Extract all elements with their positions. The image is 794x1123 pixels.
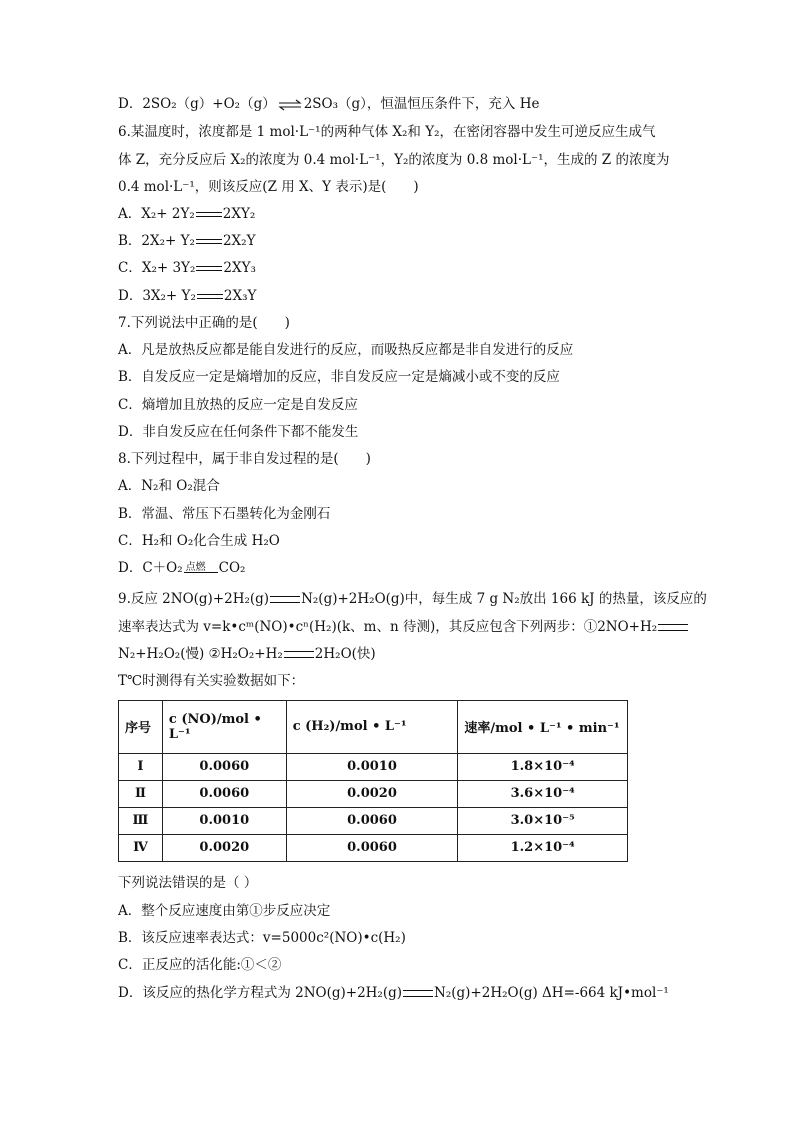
table-cell: 0.0060	[162, 753, 286, 780]
q6-stem-line1: 6.某温度时，浓度都是 1 mol·L⁻¹的两种气体 X₂和 Y₂，在密闭容器中发生可逆反应生成气	[118, 124, 656, 140]
q7-stem: 7.下列说法中正确的是( )	[118, 315, 290, 331]
table-header-cell: c (H₂)/mol • L⁻¹	[286, 701, 458, 754]
table-cell: 0.0010	[286, 753, 458, 780]
table-cell: 0.0020	[162, 834, 286, 861]
q6-stem-line2: 体 Z，充分反应后 X₂的浓度为 0.4 mol·L⁻¹，Y₂的浓度为 0.8 mol·L⁻¹，生成的 Z 的浓度为	[118, 152, 670, 168]
table-header-row	[119, 701, 628, 754]
table-header-cell: c (NO)/mol • L⁻¹	[162, 701, 286, 754]
table-cell: 0.0060	[162, 780, 286, 807]
table-cell: 0.0060	[286, 807, 458, 834]
table-row	[119, 780, 628, 807]
q6-option-d: D．3X₂+ Y₂ 2X₃Y	[118, 288, 257, 304]
q5-option-d: D．2SO₂（g）+O₂（g） 2SO₃（g），恒温恒压条件下，充入 He	[118, 96, 540, 112]
table-row	[119, 807, 628, 834]
q9-table-intro: T℃时测得有关实验数据如下：	[118, 673, 305, 689]
table-cell: Ⅲ	[119, 807, 163, 834]
table-cell: Ⅳ	[119, 834, 163, 861]
table-row	[119, 834, 628, 861]
equilibrium-sign-icon	[196, 209, 222, 221]
q7-option-c: C．熵增加且放热的反应一定是自发反应	[118, 397, 358, 413]
q7-option-d: D．非自发反应在任何条件下都不能发生	[118, 424, 359, 440]
q8-option-b: B．常温、常压下石墨转化为金刚石	[118, 506, 331, 522]
q8-stem: 8.下列过程中，属于非自发过程的是( )	[118, 451, 371, 467]
table-cell: Ⅰ	[119, 753, 163, 780]
table-cell: 0.0010	[162, 807, 286, 834]
q8-option-c: C．H₂和 O₂化合生成 H₂O	[118, 533, 280, 549]
q9-question-stem: 下列说法错误的是（ ）	[118, 875, 258, 891]
table-cell: 1.8×10⁻⁴	[458, 753, 628, 780]
equals-sign-icon	[403, 990, 433, 997]
table-cell: 3.6×10⁻⁴	[458, 780, 628, 807]
equals-sign-icon	[658, 624, 688, 631]
reversible-arrow-icon	[278, 99, 302, 111]
equilibrium-sign-icon	[197, 291, 223, 303]
q9-stem-line1: 9.反应 2NO(g)+2H₂(g) N₂(g)+2H₂O(g)中，每生成 7 g N₂放出 166 kJ 的热量，该反应的	[118, 591, 707, 607]
table-header-cell: 序号	[119, 701, 163, 754]
q9-option-b: B．该反应速率表达式：v=5000c²(NO)•c(H₂)	[118, 930, 406, 946]
q7-option-a: A．凡是放热反应都是能自发进行的反应，而吸热反应都是非自发进行的反应	[118, 342, 574, 358]
table-row	[119, 753, 628, 780]
q6-option-b: B．2X₂+ Y₂ 2X₂Y	[118, 233, 256, 249]
equilibrium-sign-icon	[196, 236, 222, 248]
q9-option-d: D．该反应的热化学方程式为 2NO(g)+2H₂(g) N₂(g)+2H₂O(g) ΔH=-664 kJ•mol⁻¹	[118, 985, 669, 1001]
q8-option-a: A．N₂和 O₂混合	[118, 478, 220, 494]
table-cell: Ⅱ	[119, 780, 163, 807]
q9-option-a: A．整个反应速度由第①步反应决定	[118, 903, 331, 919]
q6-stem-line3: 0.4 mol·L⁻¹，则该反应(Z 用 X、Y 表示)是( )	[118, 179, 419, 195]
equals-sign-icon	[284, 651, 314, 658]
reaction-condition-arrow: 点燃	[184, 559, 218, 579]
q9-stem-line3: N₂+H₂O₂(慢) ②H₂O₂+H₂ 2H₂O(快)	[118, 646, 376, 662]
equals-sign-icon	[270, 596, 300, 603]
q7-option-b: B．自发反应一定是熵增加的反应，非自发反应一定是熵减小或不变的反应	[118, 369, 560, 385]
q9-option-c: C．正反应的活化能:①＜②	[118, 957, 282, 973]
table-cell: 3.0×10⁻⁵	[458, 807, 628, 834]
table-header-cell: 速率/mol • L⁻¹ • min⁻¹	[458, 701, 628, 754]
equilibrium-sign-icon	[196, 263, 222, 275]
experiment-data-table	[118, 700, 628, 862]
q6-option-c: C．X₂+ 3Y₂ 2XY₃	[118, 260, 256, 276]
table-cell: 0.0060	[286, 834, 458, 861]
table-cell: 0.0020	[286, 780, 458, 807]
table-cell: 1.2×10⁻⁴	[458, 834, 628, 861]
q8-option-d: D．C＋O₂ 点燃 CO₂	[118, 558, 245, 579]
q9-stem-line2: 速率表达式为 v=k•cᵐ(NO)•cⁿ(H₂)(k、m、n 待测)，其反应包含下列两步：①2NO+H₂	[118, 617, 689, 637]
q6-option-a: A．X₂+ 2Y₂ 2XY₂	[118, 206, 256, 222]
